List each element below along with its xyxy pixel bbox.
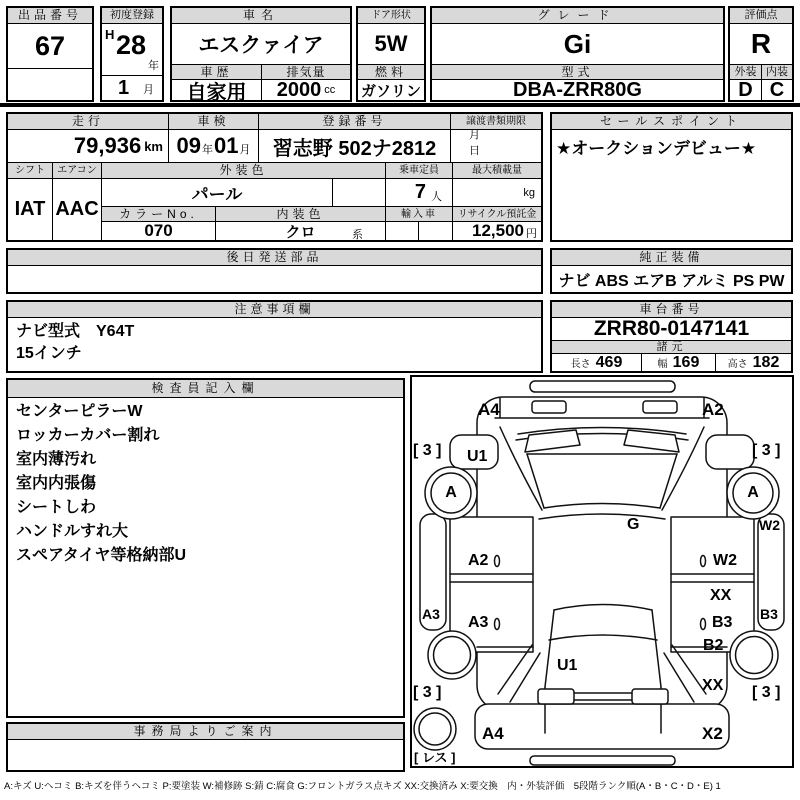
damage-mark: XX <box>710 587 732 604</box>
score-value: R <box>750 28 772 59</box>
car-name-value: エスクァイア <box>198 34 324 57</box>
ext-color-value: パール <box>101 179 332 207</box>
transfer-deadline-value: 月 日 <box>469 129 519 157</box>
damage-mark: A3 <box>468 614 489 631</box>
first-registration-box <box>100 6 164 102</box>
damage-mark: A3 <box>422 606 440 622</box>
int-color-suffix: 系 <box>352 229 363 241</box>
mileage-label: 走行 <box>8 114 168 130</box>
later-parts-box <box>6 248 543 294</box>
spec-width-label: 幅 <box>657 359 668 370</box>
section-divider <box>0 103 800 107</box>
shaken-year-unit: 年 <box>202 144 213 156</box>
month-unit: 月 <box>143 84 154 96</box>
note-line: 15インチ <box>16 345 82 362</box>
damage-mark: W2 <box>713 552 737 569</box>
recycle-label: リサイクル預託金 <box>452 207 541 222</box>
shift-value: IAT <box>14 198 46 220</box>
notes-label: 注意事項欄 <box>8 302 541 318</box>
damage-mark: X2 <box>702 724 723 743</box>
lot-number-value: 67 <box>34 30 66 61</box>
grade-label: グレード <box>432 8 723 24</box>
year-unit: 年 <box>148 60 159 72</box>
recycle-cell <box>452 222 541 240</box>
import-cell-divider <box>418 222 419 240</box>
car-name-box <box>170 6 352 102</box>
note-line: ナビ型式 Y64T <box>16 323 135 340</box>
import-label: 輸入車 <box>385 207 452 222</box>
grade-box <box>430 6 725 102</box>
wheel-mark: A <box>747 484 759 501</box>
first-registration-month: 1 <box>118 77 130 99</box>
mileage-unit: km <box>144 138 163 154</box>
recycle-value: 12,500 <box>472 221 524 240</box>
max-load-label: 最大積載量 <box>452 163 541 179</box>
damage-mark: A2 <box>702 400 724 419</box>
inspector-note: シートしわ <box>16 499 97 516</box>
damage-mark: W2 <box>759 517 780 533</box>
door-shape-label: ドア形状 <box>358 8 424 24</box>
damage-mark: B3 <box>712 614 733 631</box>
damage-mark: A4 <box>478 400 500 419</box>
spare-tire-mark: [ レス ] <box>414 750 456 765</box>
damage-mark: A4 <box>482 724 504 743</box>
displacement-unit: cc <box>324 84 336 96</box>
lot-number-box <box>6 6 94 102</box>
history-value: 自家用 <box>186 81 247 104</box>
door-shape-value: 5W <box>374 31 408 56</box>
spec-length-value: 469 <box>595 353 623 371</box>
interior-grade: C <box>761 80 792 100</box>
int-color-label: 内装色 <box>215 207 385 222</box>
history-label: 車歴 <box>172 64 261 80</box>
tire-tread-mark: [ 3 ] <box>752 442 781 459</box>
exterior-grade: D <box>738 78 753 101</box>
inspector-notes-list <box>16 400 396 568</box>
damage-mark: B3 <box>760 606 778 622</box>
first-registration-year: 28 <box>116 30 147 60</box>
spec-height-cell <box>715 354 791 371</box>
chassis-box <box>550 300 793 373</box>
ext-color-sub-cell <box>332 179 385 207</box>
sales-point-label: セールスポイント <box>552 114 791 130</box>
grade-value: Gi <box>563 28 592 59</box>
shaken-year: 09 <box>176 133 201 158</box>
damage-diagram <box>410 375 794 768</box>
lot-number-label: 出品番号 <box>8 8 92 24</box>
mileage-value: 79,936 <box>73 133 142 158</box>
shaken-month-unit: 月 <box>239 144 251 156</box>
inspector-notes-label: 検査員記入欄 <box>8 380 403 398</box>
int-color-cell <box>215 222 385 240</box>
shaken-label: 車検 <box>168 114 258 130</box>
damage-mark: XX <box>702 677 724 694</box>
max-load-cell: kg <box>452 179 541 207</box>
spec-width-value: 169 <box>672 353 700 371</box>
office-info-value <box>8 740 403 770</box>
displacement-cell <box>261 80 350 100</box>
inspector-note: ハンドルすれ大 <box>16 523 129 540</box>
damage-mark: G <box>627 516 640 533</box>
tire-tread-mark: [ 3 ] <box>752 684 781 701</box>
notes-box <box>6 300 543 373</box>
displacement-label: 排気量 <box>261 64 350 80</box>
score-box <box>728 6 794 102</box>
car-outline-drawing <box>412 377 792 766</box>
first-registration-label: 初度登録 <box>102 8 162 24</box>
mileage-cell <box>8 130 168 163</box>
interior-label: 内装 <box>761 64 792 80</box>
shaken-month: 01 <box>214 133 239 158</box>
recycle-unit: 円 <box>526 228 537 240</box>
inspector-note: スペアタイヤ等格納部U <box>16 547 187 564</box>
damage-mark: A2 <box>468 552 489 569</box>
transfer-deadline-cell <box>450 130 541 163</box>
door-shape-box <box>356 6 426 102</box>
tire-tread-mark: [ 3 ] <box>413 442 442 459</box>
inspector-note: ロッカーカバー割れ <box>16 427 160 444</box>
office-info-label: 事務局よりご案内 <box>8 724 403 740</box>
shift-label: シフト <box>8 163 52 179</box>
tire-tread-mark: [ 3 ] <box>413 684 442 701</box>
transfer-deadline-label: 譲渡書類期限 <box>450 114 541 130</box>
later-parts-label: 後日発送部品 <box>8 250 541 266</box>
spec-height-label: 高さ <box>727 359 748 370</box>
reg-no-label: 登録番号 <box>258 114 450 130</box>
exterior-label: 外装 <box>730 64 761 80</box>
aircon-label: エアコン <box>52 163 101 179</box>
fuel-value: ガソリン <box>360 82 421 100</box>
damage-mark: U1 <box>557 657 578 674</box>
first-registration-month-cell <box>102 75 162 100</box>
inspector-notes-box <box>6 378 405 718</box>
aircon-value: AAC <box>52 179 101 240</box>
capacity-label: 乗車定員 <box>385 163 452 179</box>
oem-equipment-label: 純正装備 <box>552 250 791 266</box>
specs-label: 諸元 <box>552 340 791 354</box>
oem-equipment-value: ナビ ABS エアB アルミ PS PW <box>558 272 785 290</box>
damage-mark: B2 <box>703 637 724 654</box>
score-label: 評価点 <box>730 8 792 24</box>
sales-point-box <box>550 112 793 242</box>
wheel-mark: A <box>445 484 457 501</box>
inspector-note: 室内薄汚れ <box>16 451 97 468</box>
capacity-cell <box>385 179 452 207</box>
capacity-unit: 人 <box>431 190 442 203</box>
int-color-value: クロ <box>285 223 316 241</box>
chassis-value: ZRR80-0147141 <box>593 316 750 340</box>
spec-width-cell <box>641 354 715 371</box>
vehicle-data-table <box>6 112 543 242</box>
reg-no-value: 習志野 502ナ2812 <box>258 130 450 163</box>
spec-length-cell <box>552 354 641 371</box>
oem-equipment-box <box>550 248 793 294</box>
sales-point-value: ★オークションデビュー★ <box>556 139 757 158</box>
model-code-label: 型式 <box>432 64 723 80</box>
ext-color-label: 外装色 <box>101 163 385 179</box>
damage-code-legend: A:キズ U:ヘコミ B:キズを伴うヘコミ P:要塗装 W:補修跡 S:錆 C:腐食 G:フロントガラス点キズ XX:交換済み X:要交換 内・外装評価 5段階ランク順(A・B・C・D・E) 1 <box>4 781 721 792</box>
lot-number-empty-cell <box>8 68 92 100</box>
first-registration-year-cell <box>102 24 162 75</box>
fuel-label: 燃料 <box>358 64 424 80</box>
inspector-note: センターピラーW <box>16 403 143 420</box>
displacement-value: 2000 <box>276 78 322 101</box>
color-no-value: 070 <box>101 222 215 240</box>
spec-length-label: 長さ <box>570 359 591 370</box>
era-letter: H <box>105 27 115 42</box>
color-no-label: カラーNo. <box>101 207 215 222</box>
later-parts-value <box>8 266 541 292</box>
car-name-label: 車名 <box>172 8 350 24</box>
model-code-value: DBA-ZRR80G <box>513 78 642 101</box>
spec-height-value: 182 <box>752 353 780 371</box>
capacity-value: 7 <box>414 181 426 203</box>
shaken-cell <box>168 130 258 163</box>
inspector-note: 室内内張傷 <box>16 475 97 492</box>
office-info-box <box>6 722 405 772</box>
damage-mark: U1 <box>467 448 488 465</box>
chassis-label: 車台番号 <box>552 302 791 318</box>
